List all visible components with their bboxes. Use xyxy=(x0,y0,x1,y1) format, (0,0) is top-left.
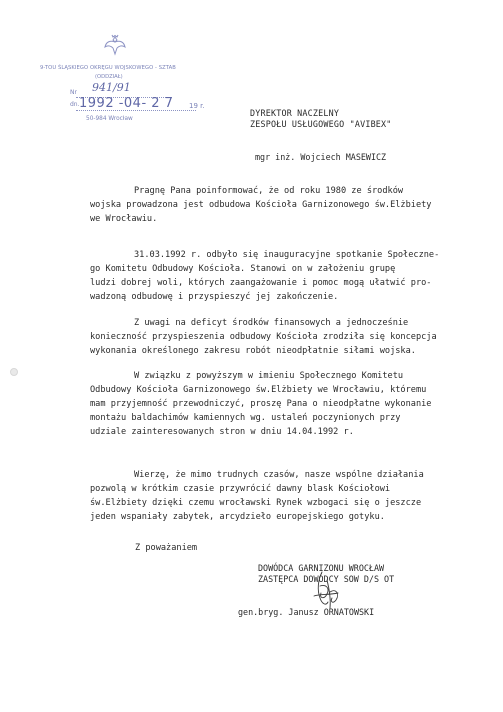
body-paragraph xyxy=(90,316,437,358)
closing-salutation: Z poważaniem xyxy=(135,543,198,553)
paragraph-line: 31.03.1992 r. odbyło się inauguracyjne spotkanie Społeczne- xyxy=(134,250,440,260)
body-paragraph xyxy=(90,468,424,524)
stamp-postal-address: 50-984 Wrocław xyxy=(86,116,133,122)
paragraph-line: mam przyjemność przewodniczyć, proszę Pana o nieodpłatne wykonanie xyxy=(90,399,432,409)
stamp-number-label: Nr xyxy=(70,89,77,96)
signatory-name: gen.bryg. Janusz ORNATOWSKI xyxy=(238,607,375,617)
paragraph-line: montażu baldachimów kamiennych wg. ustaleń poczynionych przy xyxy=(90,413,401,423)
paragraph-line: pozwolą w krótkim czasie przywrócić dawny blask Kościołowi xyxy=(90,484,391,494)
registration-stamp xyxy=(40,30,210,130)
signature-title: DOWÓDCA GARNIZONU WROCŁAW xyxy=(258,563,385,573)
paragraph-line: wojska prowadzona jest odbudowa Kościoła Garnizonowego św.Elżbiety xyxy=(90,200,432,210)
paragraph-line: W związku z powyższym w imieniu Społecznego Komitetu xyxy=(134,371,404,381)
paragraph-line: Wierzę, że mimo trudnych czasów, nasze wspólne działania xyxy=(134,470,424,480)
punch-hole xyxy=(10,368,18,376)
recipient-title: DYREKTOR NACZELNY xyxy=(250,108,340,118)
recipient-organization: ZESPOŁU USŁUGOWEGO "AVIBEX" xyxy=(250,119,392,129)
body-paragraph xyxy=(90,369,431,439)
stamp-date-label: dn. xyxy=(70,101,80,108)
stamp-number-handwritten: 941/91 xyxy=(92,81,131,94)
paragraph-line: konieczność przyspieszenia odbudowy Kościoła zrodziła się koncepcja xyxy=(90,332,437,342)
paragraph-line: jeden wspaniały zabytek, arcydzieło europejskiego gotyku. xyxy=(90,512,385,522)
body-paragraph xyxy=(90,184,431,226)
paragraph-line: ludzi dobrej woli, których zaangażowanie i pomoc mogą ułatwić pro- xyxy=(90,278,432,288)
stamp-department: (ODDZIAŁ) xyxy=(95,74,123,80)
paragraph-line: udziale zainteresowanych stron w dniu 14.04.1992 r. xyxy=(90,427,354,437)
paragraph-line: Z uwagi na deficyt środków finansowych a jednocześnie xyxy=(134,318,409,328)
body-paragraph xyxy=(90,248,439,304)
paragraph-line: wadzoną odbudowę i przyspieszyć jej zakończenie. xyxy=(90,292,339,302)
eagle-emblem-icon xyxy=(103,34,127,56)
stamp-date: 1992 -04- 2 7 xyxy=(79,96,174,111)
paragraph-line: św.Elżbiety dzięki czemu wrocławski Rynek wzbogaci się o jeszcze xyxy=(90,498,422,508)
paragraph-line: we Wrocławiu. xyxy=(90,214,158,224)
paragraph-line: wykonania określonego zakresu robót nieodpłatnie siłami wojska. xyxy=(90,346,416,356)
paragraph-line: go Komitetu Odbudowy Kościoła. Stanowi on w założeniu grupę xyxy=(90,264,396,274)
stamp-unit-name: 9-TOU ŚLĄSKIEGO OKRĘGU WOJSKOWEGO - SZTAB xyxy=(40,65,176,71)
paragraph-line: Pragnę Pana poinformować, że od roku 1980 ze środków xyxy=(134,186,404,196)
signature-role: ZASTĘPCA DOWÓDCY SOW D/S OT xyxy=(258,574,395,584)
addressee-name: mgr inż. Wojciech MASEWICZ xyxy=(255,152,387,162)
stamp-date-suffix: 19 r. xyxy=(189,102,205,110)
paragraph-line: Odbudowy Kościoła Garnizonowego św.Elżbiety we Wrocławiu, któremu xyxy=(90,385,427,395)
stamp-dotted-line xyxy=(76,110,196,111)
